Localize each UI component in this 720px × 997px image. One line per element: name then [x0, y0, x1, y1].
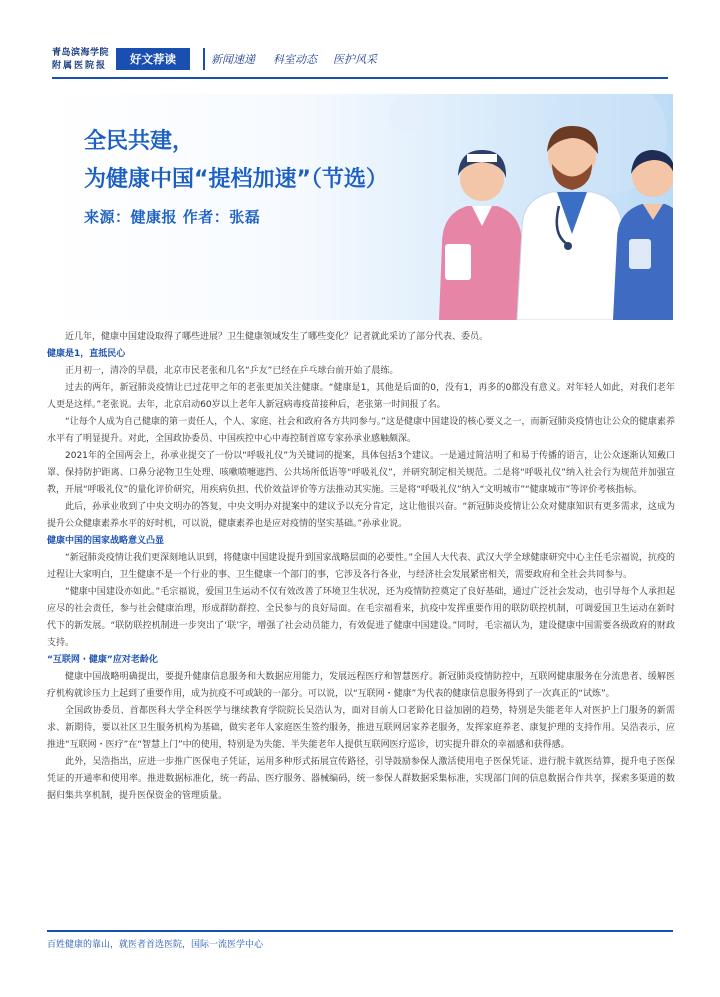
nav-item-staff: 医护风采: [333, 53, 377, 66]
hospital-logo: [52, 47, 112, 75]
paragraph: 正月初一，清冷的早晨，北京市民老张和几名“乒友”已经在乒乓球台前开始了晨练。: [65, 366, 399, 376]
section-heading: 健康中国的国家战略意义凸显: [47, 536, 165, 546]
header-rule: [52, 77, 668, 79]
logo-line-2: 附属医院报: [52, 61, 108, 71]
paragraph: 过去的两年，新冠肺炎疫情让已过花甲之年的老张更加关注健康。“健康是1，其他是后面的0，没有1，再多的0都没有意义。对年轻人如此，对我们老年人更是这样。”老张说。去年，北京启动60岁以上老年人新冠病毒疫苗接种后，老张第一时间报了名。: [47, 383, 675, 410]
logo-line-1: 青岛滨海学院: [52, 48, 110, 58]
paragraph: 健康中国战略明确提出，要提升健康信息服务和大数据应用能力，发展远程医疗和智慧医疗。新冠肺炎疫情防控中，互联网健康服务在分流患者、缓解医疗机构就诊压力上起到了重要作用，成为抗疫不可或缺的一部分。可以说，以“互联网・健康”为代表的健康信息服务得到了一次真正的“试炼”。: [47, 672, 675, 699]
paragraph: “让每个人成为自己健康的第一责任人，个人、家庭、社会和政府各方共同参与。”这是健康中国建设的核心要义之一，而新冠肺炎疫情也让公众的健康素养水平有了明显提升。对此，全国政协委员、中国疾控中心中毒控制首席专家孙承业感触颇深。: [47, 417, 675, 444]
nav-item-news: 新闻速递: [211, 53, 255, 66]
nurse-figure-icon: [439, 150, 525, 320]
paragraph: 全国政协委员、首都医科大学全科医学与继续教育学院院长吴浩认为，面对目前人口老龄化日益加剧的趋势，特别是失能老年人对医护上门服务的新需求、新期待，要以社区卫生服务机构为基础，做实老年人家庭医生签约服务，推进互联网居家养老服务，发挥家庭养老、康复护理的支持作用。吴浩表示，应推进“互联网・医疗”在“智慧上门”中的使用，特别是为失能、半失能老年人提供互联网医疗巡诊，切实提升群众的幸福感和获得感。: [47, 706, 675, 750]
footer-rule: [47, 930, 673, 932]
article-source: 来源：健康报 作者：张磊: [84, 208, 261, 226]
article-title-line-2: 为健康中国“提档加速”（节选）: [84, 167, 388, 192]
article-banner: [47, 94, 673, 320]
masthead: [0, 0, 720, 86]
section-heading: 健康是1，直抵民心: [47, 349, 126, 359]
section-heading: “互联网・健康”应对老龄化: [47, 655, 158, 665]
article-title-line-1: 全民共建，: [84, 129, 195, 154]
paragraph: “新冠肺炎疫情让我们更深刻地认识到，将健康中国建设提升到国家战略层面的必要性。”全国人大代表、武汉大学全球健康研究中心主任毛宗福说，抗疫的过程让大家明白，卫生健康不是一个行业的事、卫生健康一个部门的事，它涉及各行各业，与经济社会发展紧密相关，需要政府和全社会共同参与。: [47, 553, 675, 580]
section-tag: 好文荐读: [116, 48, 190, 70]
divider: [203, 48, 205, 70]
article-intro: 近几年，健康中国建设取得了哪些进展？卫生健康领域发生了哪些变化？记者就此采访了部分代表、委员。: [65, 332, 489, 342]
article-body: [47, 329, 675, 805]
nav-item-departments: 科室动态: [273, 53, 317, 66]
paragraph: 此外，吴浩指出，应进一步推广医保电子凭证，运用多种形式拓展宣传路径，引导鼓励参保人激活使用电子医保凭证、进行脱卡就医结算，提升电子医保凭证的开通率和使用率。推进数据标准化，统一药品、医疗服务、器械编码，统一参保人群数据采集标准，实现部门间的信息数据合作共享，探索多渠道的数据归集共享机制，提升医保资金的管理质量。: [47, 757, 675, 801]
paragraph: 此后，孙承业收到了中央文明办的答复，中央文明办对提案中的建议予以充分肯定，这让他很兴奋。“新冠肺炎疫情让公众对健康知识有更多需求，这成为提升公众健康素养水平的好时机，可以说，健康素养也是应对疫情的坚实基础。”孙承业说。: [47, 502, 675, 529]
footer-slogan: 百姓健康的靠山，就医者首选医院，国际一流医学中心: [47, 940, 264, 950]
paragraph: 2021年的全国两会上，孙承业提交了一份以“呼吸礼仪”为关键词的提案，具体包括3个建议。一是通过简洁明了和易于传播的语言，让公众逐渐认知戴口罩、保持防护距离、口鼻分泌物卫生处理、咳嗽喷嚏遮挡、公共场所低语等“呼吸礼仪”，并研究制定相关规范。二是将“呼吸礼仪”纳入社会行为规范并加强宣教，开展“呼吸礼仪”的量化评价研究，用疾病负担、代价效益评价等方法推动其实施。三是将“呼吸礼仪”纳入“文明城市”“健康城市”等评价考核指标。: [47, 451, 675, 495]
paragraph: “健康中国建设亦如此。”毛宗福说，爱国卫生运动不仅有效改善了环境卫生状况，还为疫情防控奠定了良好基础，通过广泛社会发动，也引导每个人承担起应尽的社会责任，参与社会健康治理，形成群防群控、全民参与的良好局面。在毛宗福看来，抗疫中发挥重要作用的联防联控机制，可调爱国卫生运动在新时代下的新发展。“联防联控机制进一步突出了‘联’字，增强了社会动员能力，有效促进了健康中国建设。”同时，毛宗福认为，建设健康中国需要各级政府的财政支持。: [47, 587, 675, 648]
